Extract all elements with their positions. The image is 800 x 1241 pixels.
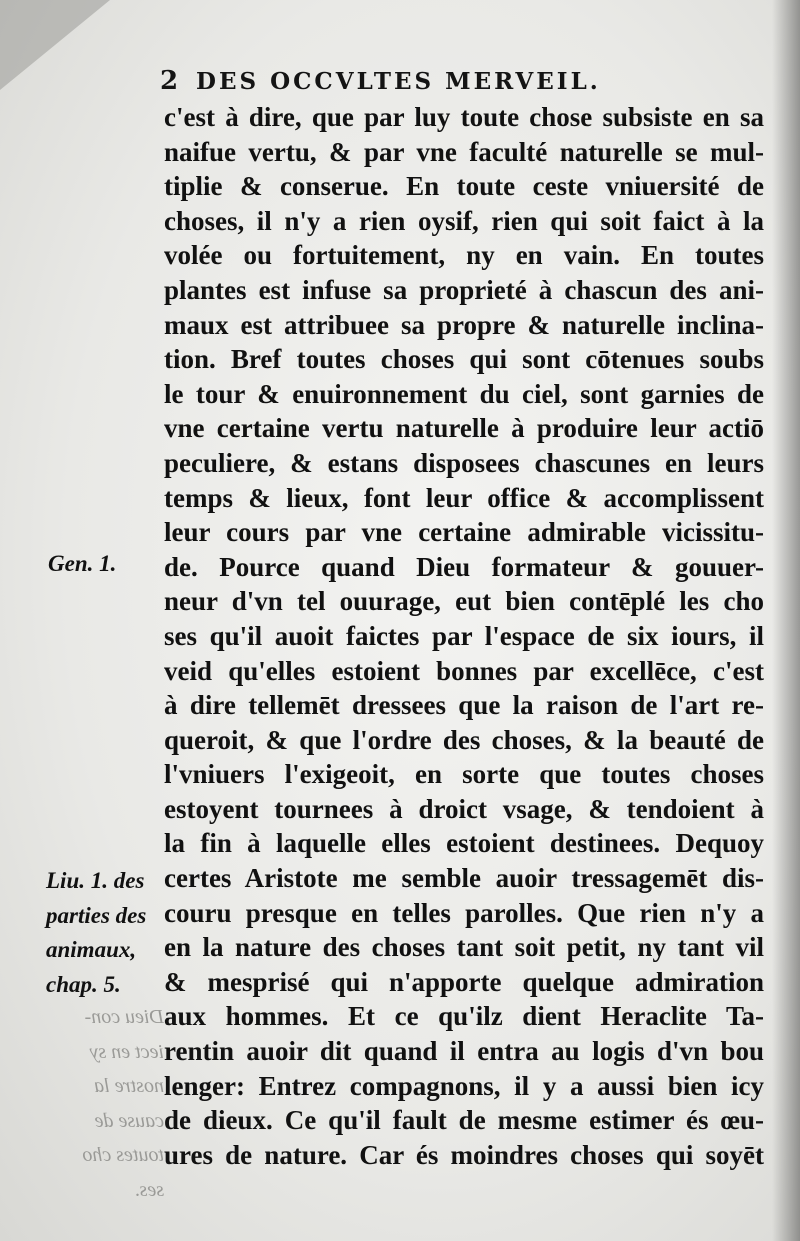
text-line: certes Aristote me semble auoir tressagemēt dis- (164, 863, 764, 894)
bleed-through-line: toutes cho (82, 1144, 164, 1167)
text-line: ures de nature. Car és moindres choses qui soyēt (164, 1139, 764, 1170)
page-header (160, 66, 760, 100)
margin-note-line: Liu. 1. des (46, 868, 145, 893)
bleed-through-line: cause de (94, 1109, 164, 1132)
text-line: vne certaine vertu naturelle à produire leur actiō (164, 413, 764, 444)
running-head: DES OCCVLTES MERVEIL. (196, 68, 601, 95)
bleed-through-line: nostre la (94, 1075, 164, 1098)
text-line: maux est attribuee sa propre & naturelle inclina- (164, 309, 764, 340)
text-line: veid qu'elles estoient bonnes par excellēce, c'est (164, 655, 764, 686)
text-line: plantes est infuse sa proprieté à chascun des ani- (164, 274, 764, 305)
text-line: queroit, & que l'ordre des choses, & la beauté de (164, 724, 764, 755)
text-line: le tour & enuironnement du ciel, sont garnies de (164, 378, 764, 409)
text-line: en la nature des choses tant soit petit, ny tant vil (164, 932, 764, 963)
margin-note-line: animaux, (46, 937, 137, 963)
text-line: de. Pource quand Dieu formateur & gouuer- (164, 551, 764, 582)
text-line: leur cours par vne certaine admirable vicissitu- (164, 517, 764, 548)
bleed-through-line: ses. (134, 1178, 164, 1201)
text-line: lenger: Entrez compagnons, il y a aussi bien icy (164, 1070, 764, 1101)
text-line: tion. Bref toutes choses qui sont cōtenues soubs (164, 344, 764, 375)
text-line: la fin à laquelle elles estoient destinees. Dequoy (164, 828, 764, 859)
text-line: & mesprisé qui n'apporte quelque admiration (164, 966, 764, 997)
text-line: aux hommes. Et ce qu'ilz dient Heraclite Ta- (164, 1001, 764, 1032)
bleed-through-line: Dieu con- (84, 1006, 164, 1028)
bleed-through-line: iect en sy (89, 1040, 164, 1063)
bleed-through-text (82, 1000, 164, 1208)
text-line: ses qu'il auoit faictes par l'espace de six iours, il (164, 620, 764, 651)
text-line: estoyent tournees à droict vsage, & tendoient à (164, 793, 764, 824)
text-line: rentin auoir dit quand il entra au logis d'vn bou (164, 1036, 764, 1067)
text-line: neur d'vn tel ouurage, eut bien contēplé les cho (164, 586, 764, 617)
text-line: volée ou fortuitement, ny en vain. En toutes (164, 240, 764, 271)
body-text (164, 100, 764, 1172)
text-line: de dieux. Ce qu'il fault de mesme estimer és œu- (164, 1105, 764, 1136)
text-line: l'vniuers l'exigeoit, en sorte que toutes choses (164, 759, 764, 790)
margin-note-liu (46, 864, 164, 1002)
text-line: couru presque en telles parolles. Que rien n'y a (164, 897, 764, 928)
text-line: temps & lieux, font leur office & accomplissent (164, 482, 764, 513)
folded-page-corner (0, 0, 110, 90)
margin-note-line: chap. 5. (46, 971, 121, 997)
text-line: c'est à dire, que par luy toute chose subsiste en sa (164, 102, 764, 132)
spine-shadow (772, 0, 800, 1241)
text-line: naifue vertu, & par vne faculté naturelle se mul- (164, 136, 764, 167)
text-line: peculiere, & estans disposees chascunes en leurs (164, 447, 764, 478)
text-line: tiplie & conserue. En toute ceste vniuersité de (164, 171, 764, 202)
page-number: 2 (160, 66, 179, 96)
text-line: choses, il n'y a rien oysif, rien qui soit faict à la (164, 205, 764, 236)
margin-note-line: parties des (46, 902, 147, 928)
margin-note-gen: Gen. 1. (48, 551, 117, 576)
text-line: à dire tellemēt dressees que la raison de l'art re- (164, 690, 764, 721)
